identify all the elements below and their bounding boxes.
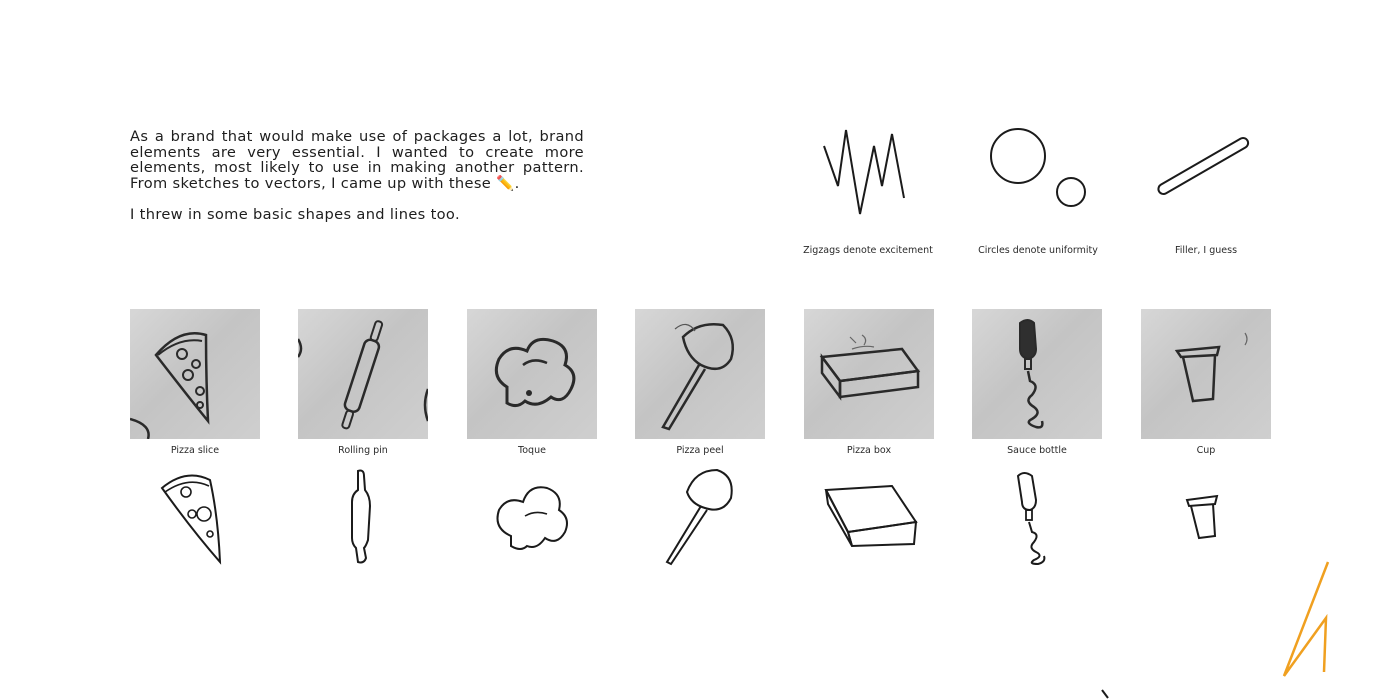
element-caption-sauce-bottle: Sauce bottle: [1007, 445, 1067, 456]
sketch-pizza-peel: [635, 309, 765, 439]
intro-text: [130, 129, 584, 223]
element-caption-toque: Toque: [518, 445, 546, 456]
element-caption-pizza-box: Pizza box: [846, 445, 892, 456]
accent-zigzag-icon: [1276, 556, 1336, 682]
element-caption-pizza-slice: Pizza slice: [170, 445, 220, 456]
zigzag-icon: [818, 124, 913, 219]
shape-caption-filler: Filler, I guess: [1174, 245, 1238, 256]
sketch-pizza-slice: [130, 309, 260, 439]
intro-paragraph-2: I threw in some basic shapes and lines too.: [130, 206, 460, 224]
element-caption-cup: Cup: [1196, 445, 1216, 456]
sauce-bottle-icon: [972, 466, 1102, 566]
sketch-toque: [467, 309, 597, 439]
circles-icon: [985, 124, 1090, 214]
pizza-peel-icon: [635, 466, 765, 566]
intro-paragraph-1: As a brand that would make use of packages a lot, brand elements are very essential. I wanted to create more elements, most likely to use in making another pattern. From sketches to vectors, I came up with these ✏️.: [130, 128, 584, 192]
toque-icon: [467, 466, 597, 566]
sketch-cup: [1141, 309, 1271, 439]
shape-caption-circles: Circles denote uniformity: [978, 245, 1098, 256]
sketch-rolling-pin: [298, 309, 428, 439]
shape-caption-zigzag: Zigzags denote excitement: [803, 245, 933, 256]
sketch-pizza-box: [804, 309, 934, 439]
accent-line-icon: [1096, 688, 1116, 700]
line-icon: [1155, 134, 1260, 204]
pizza-box-icon: [804, 466, 934, 566]
element-caption-rolling-pin: Rolling pin: [338, 445, 388, 456]
element-caption-pizza-peel: Pizza peel: [676, 445, 724, 456]
sketch-sauce-bottle: [972, 309, 1102, 439]
pizza-slice-icon: [130, 466, 260, 566]
cup-icon: [1141, 466, 1271, 566]
rolling-pin-icon: [298, 466, 428, 566]
